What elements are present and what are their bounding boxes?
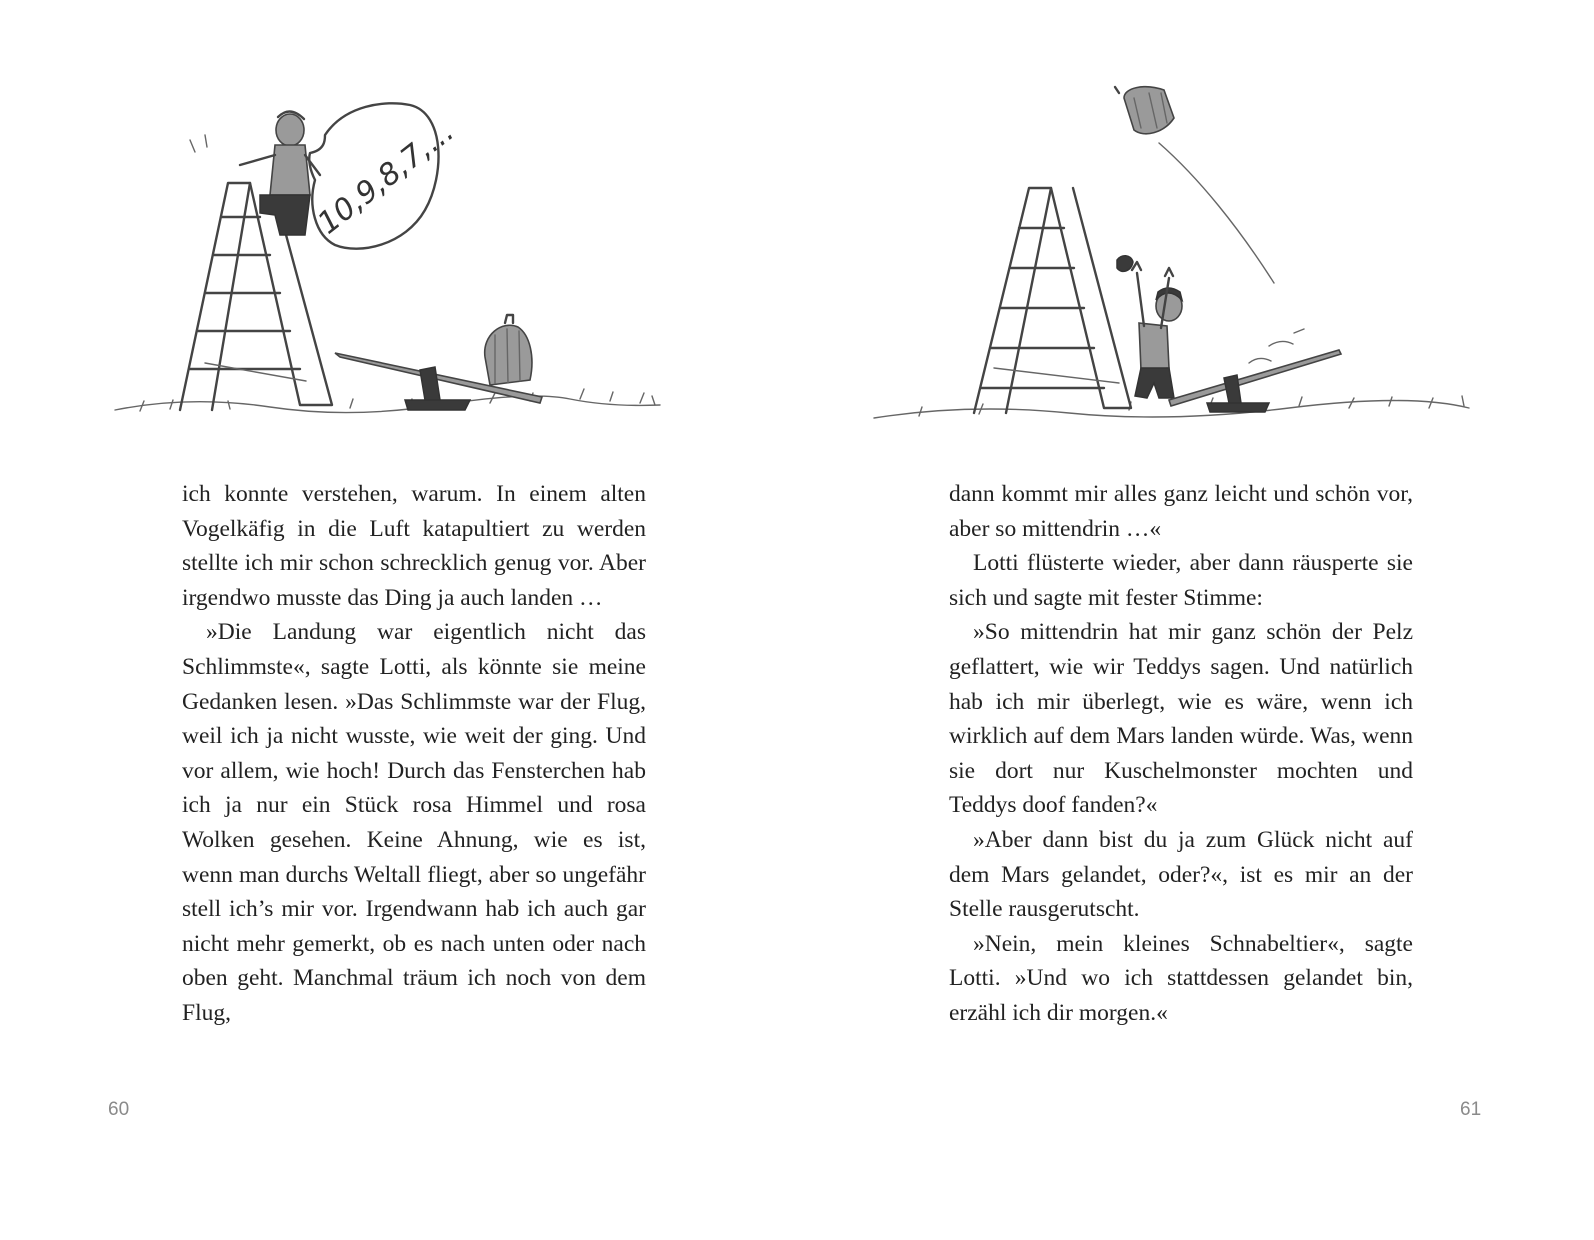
- seesaw-drawing: [1169, 329, 1341, 412]
- paragraph: »So mittendrin hat mir ganz schön der Pelz geflattert, wie wir Teddys sagen. Und natürlich hab ich mir überlegt, wie es wäre, wenn ich wirklich auf dem Mars landen würde. Was, wenn sie dort nur Kuschelmonster mochten und Teddys doof fanden?«: [949, 619, 1413, 819]
- paragraph: Lotti flüsterte wieder, aber dann räusperte sie sich und sagte mit fester Stimme:: [949, 550, 1413, 611]
- paragraph: »Nein, mein kleines Schnabeltier«, sagte Lotti. »Und wo ich stattdessen gelandet bin, erzähl ich dir morgen.«: [949, 930, 1413, 1026]
- right-page: [797, 0, 1594, 1240]
- page-number: 61: [1460, 1099, 1482, 1120]
- left-page-text: [182, 477, 646, 1031]
- right-page-text: [949, 477, 1413, 1031]
- ladder-drawing: [180, 183, 332, 410]
- flying-cage-drawing: [1115, 87, 1274, 283]
- paragraph: ich konnte verstehen, warum. In einem alten Vogelkäfig in die Luft katapultiert zu werden stellte ich mir schon schrecklich genug vor. Aber irgendwo musste das Ding ja auch landen …: [182, 481, 646, 611]
- illustration-ladder-seesaw: [110, 95, 670, 425]
- paragraph: »Aber dann bist du ja zum Glück nicht auf dem Mars gelandet, oder?«, ist es mir an der Stelle rausgerutscht.: [949, 826, 1413, 923]
- boy-drawing: [1132, 262, 1182, 398]
- page-number: 60: [108, 1099, 130, 1120]
- seesaw-drawing: [335, 315, 542, 410]
- paragraph: »Die Landung war eigentlich nicht das Schlimmste«, sagte Lotti, als könnte sie meine Gedanken lesen. »Das Schlimmste war der Flug, weil ich ja nicht wusste, wie weit der ging. Und vor allem, wie hoch! Durch das Fensterchen hab ich ja nur ein Stück rosa Himmel und rosa Wolken gesehen. Keine Ahnung, wie es ist, wenn man durchs Weltall fliegt, aber so ungefähr stell ich’s mir vor. Irgendwann hab ich auch gar nicht mehr gemerkt, ob es nach unten oder nach oben geht. Manchmal träum ich noch von dem Flug,: [182, 619, 646, 1026]
- paragraph: dann kommt mir alles ganz leicht und schön vor, aber so mittendrin …«: [949, 481, 1413, 542]
- speech-bubble-drawing: [309, 103, 460, 248]
- speech-bubble-text: 10,9,8,7,...: [311, 113, 461, 242]
- ladder-drawing: [974, 188, 1131, 413]
- illustration-seesaw-launch: [869, 78, 1479, 438]
